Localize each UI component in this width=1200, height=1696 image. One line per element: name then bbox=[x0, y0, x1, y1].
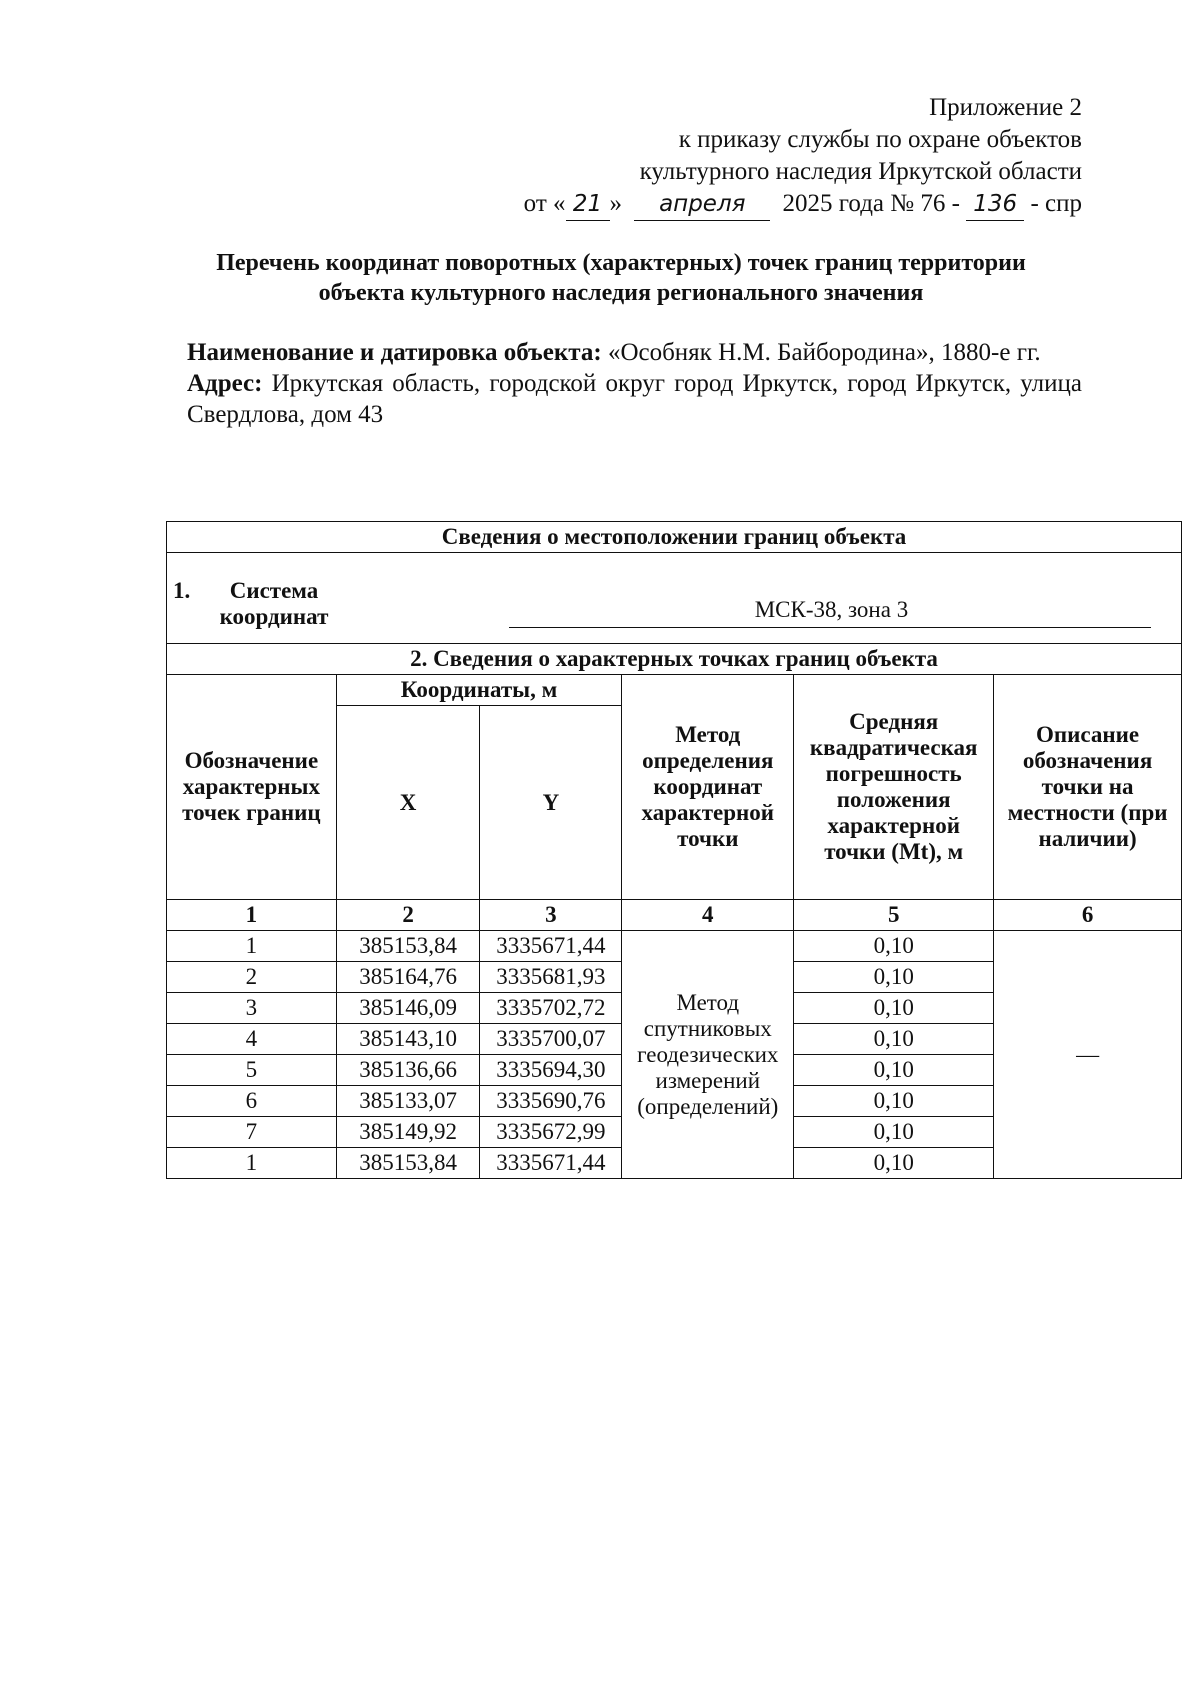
annex-line-3: культурного наследия Иркутской области bbox=[639, 158, 1082, 185]
y-cell: 3335702,72 bbox=[480, 993, 622, 1024]
handwritten-month: апреля bbox=[634, 188, 770, 221]
date-mid: » bbox=[609, 190, 623, 217]
number-suffix: - спр bbox=[1030, 190, 1082, 217]
document-title bbox=[160, 248, 1082, 308]
x-cell: 385136,66 bbox=[336, 1055, 480, 1086]
object-info bbox=[187, 337, 1082, 430]
coordinates-table bbox=[166, 521, 1182, 1179]
error-cell: 0,10 bbox=[794, 931, 994, 962]
coordinate-system-label-wrap bbox=[167, 566, 480, 630]
y-cell: 3335681,93 bbox=[480, 962, 622, 993]
y-cell: 3335672,99 bbox=[480, 1117, 622, 1148]
points-section-title: 2. Сведения о характерных точках границ объекта bbox=[167, 644, 1182, 675]
point-cell: 3 bbox=[167, 993, 337, 1024]
error-cell: 0,10 bbox=[794, 1117, 994, 1148]
point-cell: 1 bbox=[167, 931, 337, 962]
column-number: 1 bbox=[167, 900, 337, 931]
y-cell: 3335671,44 bbox=[480, 1148, 622, 1179]
column-number: 4 bbox=[622, 900, 794, 931]
object-name-label: Наименование и датировка объекта: bbox=[187, 339, 602, 366]
object-name-value: «Особняк Н.М. Байбородина», 1880-е гг. bbox=[607, 339, 1041, 366]
header-method: Метод определения координат характерной точки bbox=[622, 675, 794, 900]
object-name-line bbox=[187, 337, 1082, 368]
title-line-1: Перечень координат поворотных (характерных) точек границ территории bbox=[216, 250, 1026, 276]
x-cell: 385133,07 bbox=[336, 1086, 480, 1117]
y-cell: 3335694,30 bbox=[480, 1055, 622, 1086]
coordinate-system-label-cell bbox=[167, 553, 480, 644]
x-cell: 385143,10 bbox=[336, 1024, 480, 1055]
y-cell: 3335671,44 bbox=[480, 931, 622, 962]
date-prefix: от « bbox=[523, 190, 566, 217]
point-cell: 1 bbox=[167, 1148, 337, 1179]
header-y: Y bbox=[480, 706, 622, 900]
column-number: 6 bbox=[994, 900, 1182, 931]
column-number: 2 bbox=[336, 900, 480, 931]
coordinate-system-label: Система координат bbox=[219, 578, 329, 629]
annex-line-2: к приказу службы по охране объектов bbox=[678, 126, 1082, 153]
coordinate-system-value-cell bbox=[480, 553, 1182, 644]
y-cell: 3335700,07 bbox=[480, 1024, 622, 1055]
coordinate-system-number: 1. bbox=[173, 578, 191, 603]
error-cell: 0,10 bbox=[794, 1024, 994, 1055]
header-description: Описание обозначения точки на местности (при наличии) bbox=[994, 675, 1182, 900]
point-cell: 5 bbox=[167, 1055, 337, 1086]
header-point: Обозначение характерных точек границ bbox=[167, 675, 337, 900]
error-cell: 0,10 bbox=[794, 962, 994, 993]
annex-date-line bbox=[524, 188, 1082, 221]
x-cell: 385149,92 bbox=[336, 1117, 480, 1148]
description-cell: — bbox=[994, 931, 1182, 1179]
y-cell: 3335690,76 bbox=[480, 1086, 622, 1117]
header-x: X bbox=[336, 706, 480, 900]
handwritten-number: 136 bbox=[966, 188, 1024, 221]
error-cell: 0,10 bbox=[794, 1055, 994, 1086]
point-cell: 4 bbox=[167, 1024, 337, 1055]
error-cell: 0,10 bbox=[794, 993, 994, 1024]
table-row bbox=[167, 931, 1182, 962]
method-cell: Метод спутниковых геодезических измерений (определений) bbox=[622, 931, 794, 1179]
point-cell: 6 bbox=[167, 1086, 337, 1117]
point-cell: 7 bbox=[167, 1117, 337, 1148]
year-text: 2025 года № 76 - bbox=[782, 190, 960, 217]
title-line-2: объекта культурного наследия регионального значения bbox=[318, 280, 924, 306]
object-address-value: Иркутская область, городской округ город Иркутск, город Иркутск, улица Свердлова, дом 43 bbox=[187, 370, 1083, 428]
column-number: 3 bbox=[480, 900, 622, 931]
x-cell: 385164,76 bbox=[336, 962, 480, 993]
error-cell: 0,10 bbox=[794, 1086, 994, 1117]
object-address-line bbox=[187, 368, 1082, 430]
point-cell: 2 bbox=[167, 962, 337, 993]
column-number: 5 bbox=[794, 900, 994, 931]
object-address-label: Адрес: bbox=[187, 370, 263, 397]
handwritten-day: 21 bbox=[566, 188, 610, 221]
x-cell: 385153,84 bbox=[336, 1148, 480, 1179]
annex-header bbox=[524, 92, 1082, 221]
annex-line-1: Приложение 2 bbox=[929, 94, 1082, 121]
header-error: Средняя квадратическая погрешность положения характерной точки (Mt), м bbox=[794, 675, 994, 900]
section-title: Сведения о местоположении границ объекта bbox=[167, 522, 1182, 553]
x-cell: 385153,84 bbox=[336, 931, 480, 962]
header-coordinates: Координаты, м bbox=[336, 675, 622, 706]
coordinate-system-value: МСК-38, зона 3 bbox=[509, 597, 1151, 628]
error-cell: 0,10 bbox=[794, 1148, 994, 1179]
x-cell: 385146,09 bbox=[336, 993, 480, 1024]
